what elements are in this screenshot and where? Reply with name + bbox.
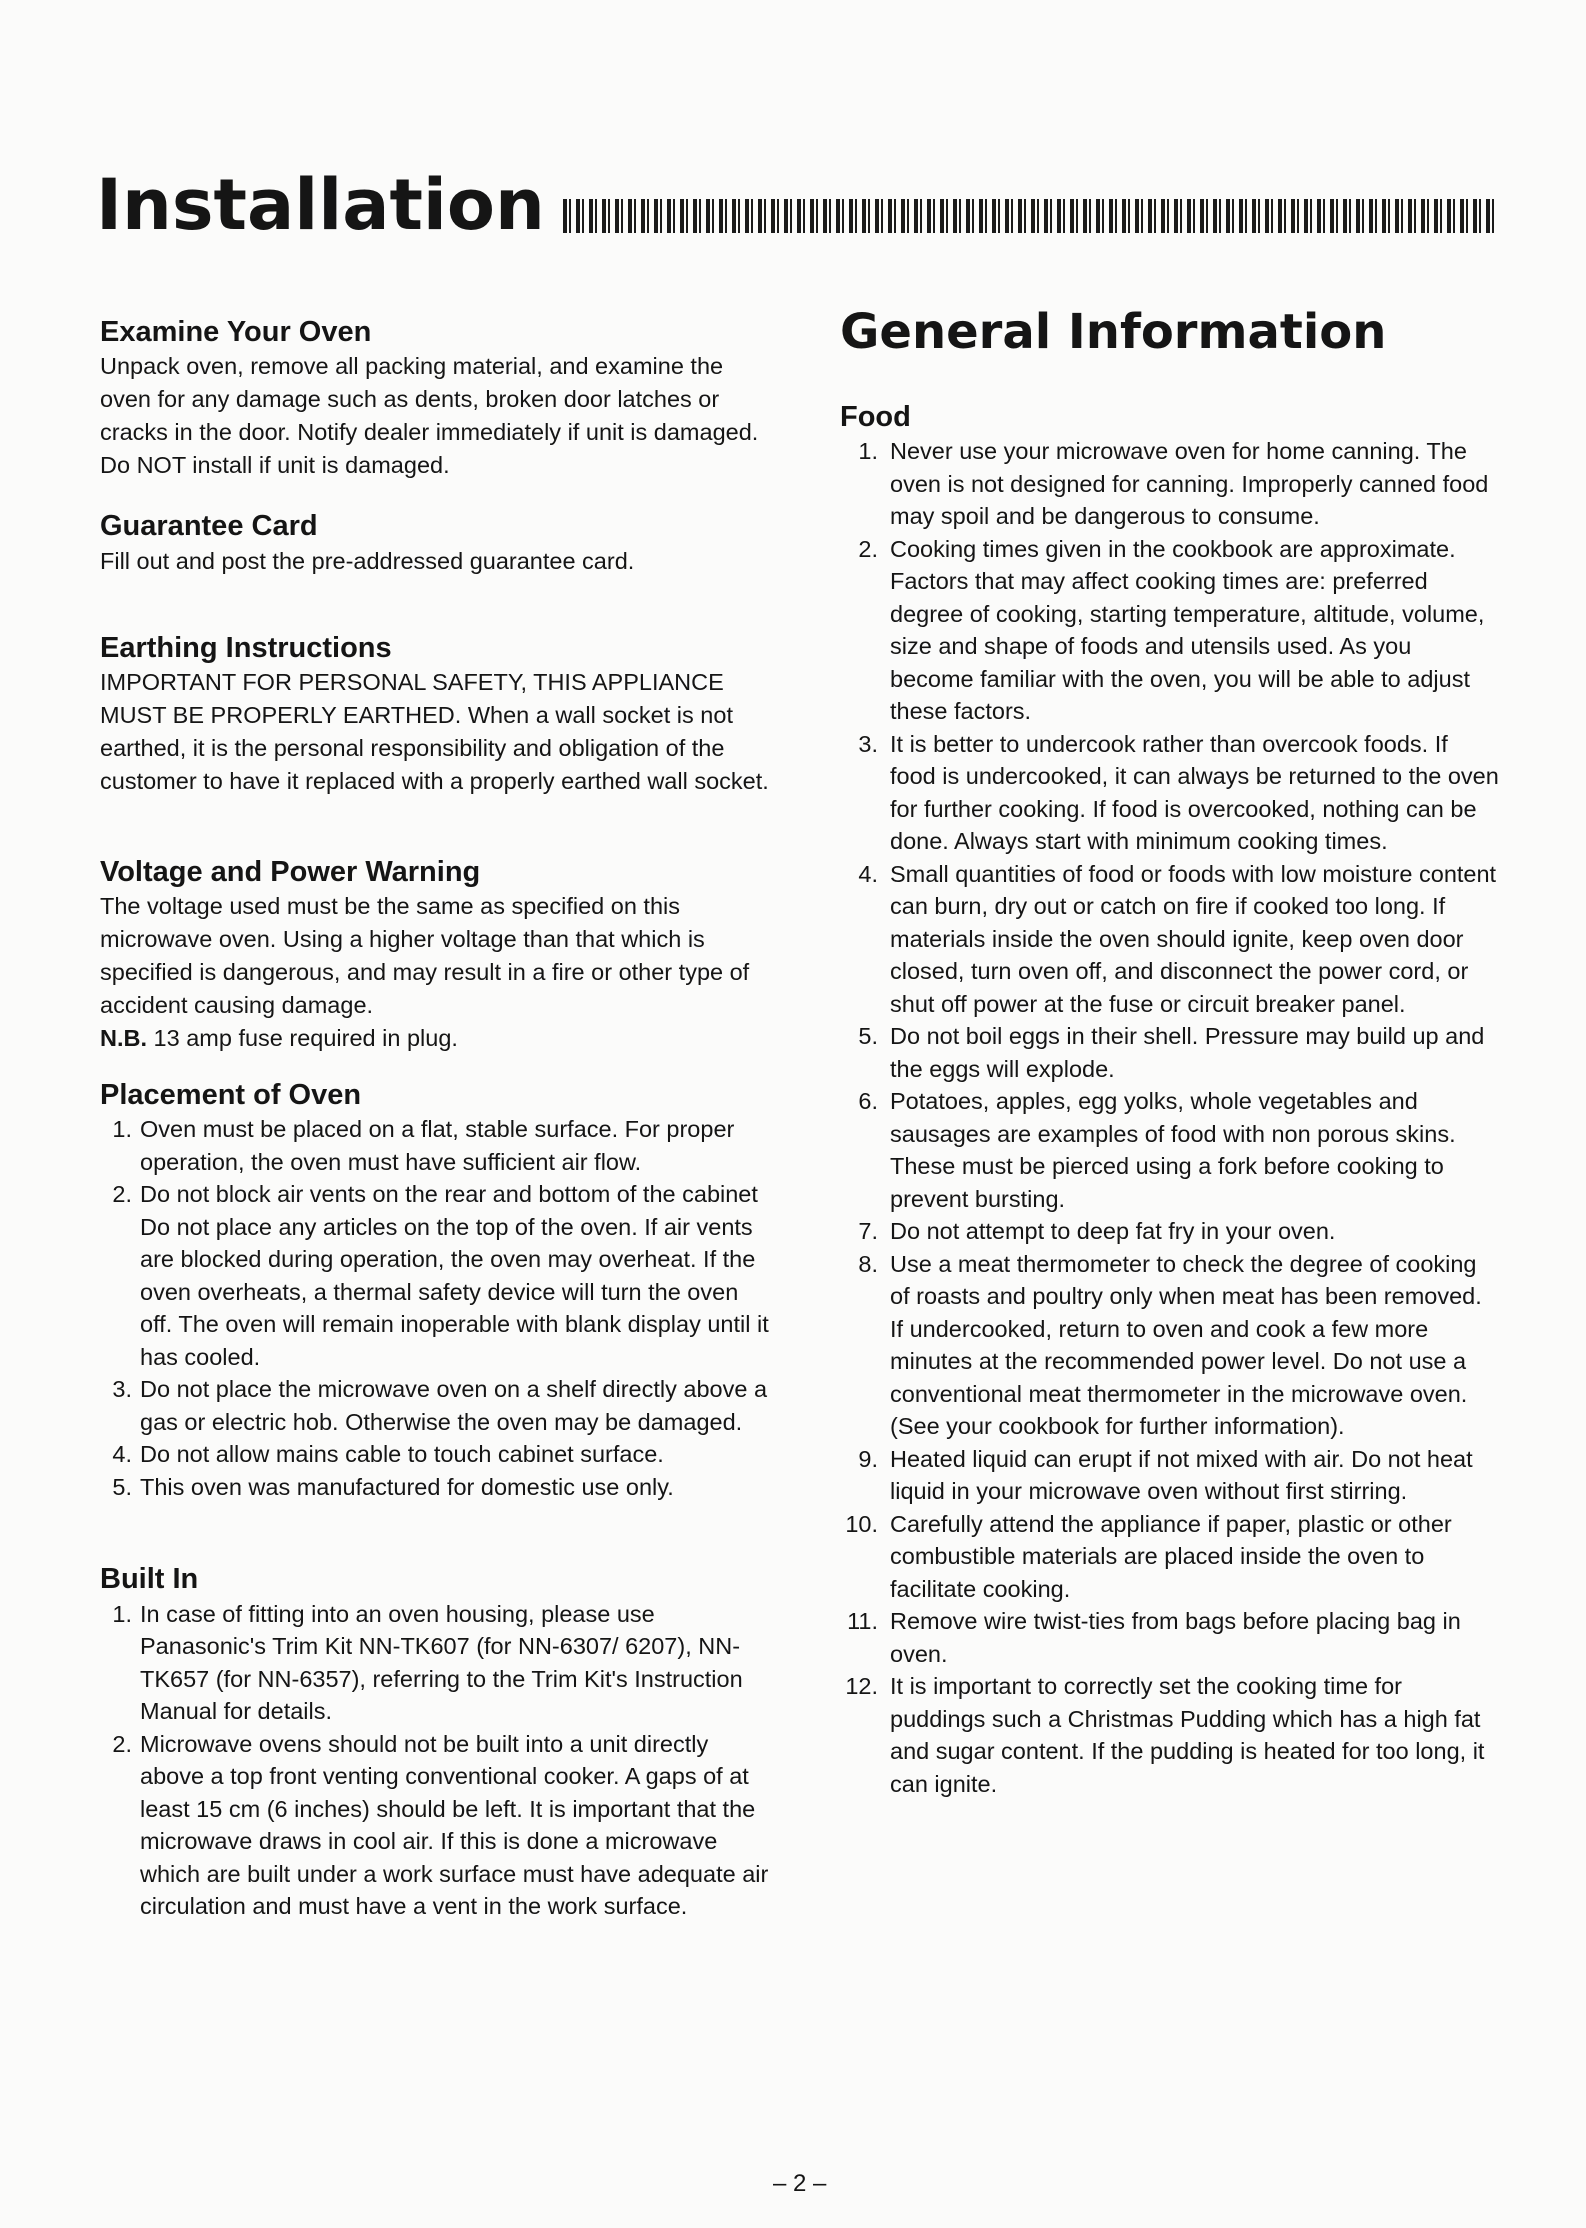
list-item xyxy=(840,1670,1500,1800)
food-list xyxy=(840,435,1500,1800)
item-text: Do not allow mains cable to touch cabinet surface. xyxy=(140,1441,664,1468)
list-item xyxy=(840,1605,1500,1670)
section-title: Built In xyxy=(100,1563,199,1596)
section-title: Voltage and Power Warning xyxy=(100,855,481,888)
item-text: Do not boil eggs in their shell. Pressure may build up and the eggs will explode. xyxy=(890,1023,1485,1082)
item-number: 1. xyxy=(112,1116,132,1143)
item-number: 3. xyxy=(112,1376,132,1403)
list-item xyxy=(840,1215,1500,1248)
list-item xyxy=(840,435,1500,533)
list-item xyxy=(840,1248,1500,1443)
general-information-title: General Information xyxy=(840,304,1387,360)
item-number: 3. xyxy=(858,730,878,757)
item-text: This oven was manufactured for domestic use only. xyxy=(140,1473,674,1500)
list-item xyxy=(840,858,1500,1021)
item-text: Remove wire twist-ties from bags before placing bag in oven. xyxy=(890,1608,1461,1667)
section-voltage-warning xyxy=(100,854,770,1055)
list-item xyxy=(840,1443,1500,1508)
item-text: Heated liquid can erupt if not mixed with air. Do not heat liquid in your microwave oven without first stirring. xyxy=(890,1445,1473,1505)
list-item xyxy=(100,1113,770,1178)
section-text: Unpack oven, remove all packing material, and examine the oven for any damage such as dents, broken door latches or cracks in the door. Notify dealer immediately if unit is damaged. Do NOT install if unit is damaged. xyxy=(100,353,759,479)
list-item xyxy=(100,1471,770,1504)
section-title: Earthing Instructions xyxy=(100,631,392,664)
item-number: 1. xyxy=(858,438,878,465)
item-number: 11. xyxy=(847,1608,878,1635)
item-text: Carefully attend the appliance if paper, plastic or other combustible materials are placed inside the oven to facilitate cooking. xyxy=(890,1510,1452,1602)
item-number: 1. xyxy=(112,1600,132,1627)
list-item xyxy=(100,1598,770,1728)
section-placement-of-oven xyxy=(100,1077,770,1503)
page-title: Installation xyxy=(96,164,545,246)
nb-note xyxy=(100,1022,770,1055)
section-guarantee-card xyxy=(100,508,770,577)
nb-label: N.B. xyxy=(100,1025,147,1051)
item-text: Microwave ovens should not be built into a unit directly above a top front venting conventional cooker. A gaps of at least 15 cm (6 inches) should be left. It is important that the microwave draws in cool air. If this is done a microwave which are built under a work surface must have adequate air circulation and must have a vent in the work surface. xyxy=(140,1730,769,1919)
item-text: Potatoes, apples, egg yolks, whole vegetables and sausages are examples of food with non porous skins. These must be pierced using a fork before cooking to prevent bursting. xyxy=(890,1088,1456,1212)
list-item xyxy=(840,1020,1500,1085)
item-text: It is important to correctly set the cooking time for puddings such a Christmas Pudding which has a high fat and sugar content. If the pudding is heated for too long, it can ignite. xyxy=(890,1673,1485,1797)
list-item xyxy=(100,1373,770,1438)
item-text: Do not block air vents on the rear and bottom of the cabinet Do not place any articles on the top of the oven. If air vents are blocked during operation, the oven may overheat. If the oven overheats, a thermal safety device will turn the oven off. The oven will remain inoperable with blank display until it has cooled. xyxy=(140,1181,769,1370)
item-number: 2. xyxy=(112,1181,132,1208)
item-number: 4. xyxy=(112,1441,132,1468)
item-number: 6. xyxy=(858,1088,878,1115)
item-text: Small quantities of food or foods with low moisture content can burn, dry out or catch on fire if cooked too long. If materials inside the oven should ignite, keep oven door closed, turn oven off, and disconnect the power cord, or shut off power at the fuse or circuit breaker panel. xyxy=(890,860,1497,1017)
item-number: 5. xyxy=(112,1473,132,1500)
list-item xyxy=(100,1728,770,1923)
section-food xyxy=(840,399,1500,1800)
item-number: 7. xyxy=(858,1218,878,1245)
left-column xyxy=(100,314,770,1923)
section-title: Examine Your Oven xyxy=(100,316,372,348)
list-item xyxy=(840,728,1500,858)
section-text: Fill out and post the pre-addressed guarantee card. xyxy=(100,547,635,574)
list-item xyxy=(840,1085,1500,1215)
item-number: 4. xyxy=(858,860,878,887)
item-text: It is better to undercook rather than overcook foods. If food is undercooked, it can always be returned to the oven for further cooking. If food is overcooked, nothing can be done. Always start with minimum cooking times. xyxy=(890,730,1499,855)
list-item xyxy=(100,1438,770,1471)
item-number: 2. xyxy=(858,535,878,562)
built-in-list xyxy=(100,1598,770,1923)
item-text: Never use your microwave oven for home canning. The oven is not designed for canning. Improperly canned food may spoil and be dangerous to consume. xyxy=(890,438,1489,530)
item-number: 9. xyxy=(858,1445,878,1472)
section-title: Guarantee Card xyxy=(100,510,318,543)
item-text: Oven must be placed on a flat, stable surface. For proper operation, the oven must have sufficient air flow. xyxy=(140,1116,735,1175)
page-heading xyxy=(96,150,1496,246)
placement-list xyxy=(100,1113,770,1503)
right-column xyxy=(840,306,1500,1800)
list-item xyxy=(100,1178,770,1373)
item-number: 8. xyxy=(858,1250,878,1277)
list-item xyxy=(840,533,1500,728)
item-number: 5. xyxy=(858,1023,878,1050)
section-text: The voltage used must be the same as specified on this microwave oven. Using a higher voltage than that which is specified is dangerous, and may result in a fire or other type of accident causing damage. xyxy=(100,893,750,1018)
section-title: Placement of Oven xyxy=(100,1079,362,1111)
item-text: Use a meat thermometer to check the degree of cooking of roasts and poultry only when meat has been removed. If undercooked, return to oven and cook a few more minutes at the recommended power level. Do not use a conventional meat thermometer in the microwave oven. (See your cookbook for further information). xyxy=(890,1250,1482,1440)
item-number: 10. xyxy=(845,1510,878,1537)
item-text: Do not attempt to deep fat fry in your oven. xyxy=(890,1218,1336,1245)
nb-text: 13 amp fuse required in plug. xyxy=(153,1025,458,1051)
page-number: – 2 – xyxy=(773,2170,827,2197)
section-text: IMPORTANT FOR PERSONAL SAFETY, THIS APPLIANCE MUST BE PROPERLY EARTHED. When a wall socket is not earthed, it is the personal responsibility and obligation of the customer to have it replaced with a properly earthed wall socket. xyxy=(100,668,769,794)
title-decoration-bars xyxy=(563,199,1496,233)
item-text: In case of fitting into an oven housing, please use Panasonic's Trim Kit NN-TK607 (for NN-6307/ 6207), NN-TK657 (for NN-6357), referring to the Trim Kit's Instruction Manual for details. xyxy=(140,1600,743,1724)
section-built-in xyxy=(100,1561,770,1922)
section-title: Food xyxy=(840,400,911,433)
item-number: 12. xyxy=(845,1673,878,1700)
section-examine-your-oven xyxy=(100,314,770,482)
item-number: 2. xyxy=(112,1730,132,1757)
list-item xyxy=(840,1508,1500,1606)
item-text: Cooking times given in the cookbook are approximate. Factors that may affect cooking times are: preferred degree of cooking, starting temperature, altitude, volume, size and shape of foods and utensils used. As you become familiar with the oven, you will be able to adjust these factors. xyxy=(890,535,1485,725)
section-earthing-instructions xyxy=(100,630,770,798)
item-text: Do not place the microwave oven on a shelf directly above a gas or electric hob. Otherwise the oven may be damaged. xyxy=(140,1376,768,1435)
